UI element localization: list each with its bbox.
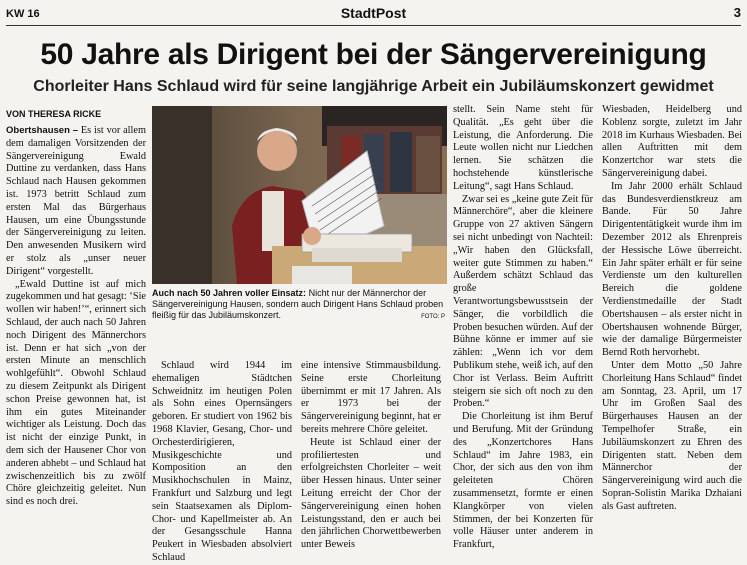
text-column-4 <box>453 104 593 551</box>
text-column-5 <box>602 104 742 520</box>
paragraph: eine intensive Stimmausbildung. Seine erste Chorleitung übernimmt er mit 17 Jahren. Als er 1973 bei der Sängervereinigung beginnt, hat er bereits mehrere Chöre geleitet. <box>301 360 441 435</box>
section-title: StadtPost <box>340 5 407 21</box>
photo-credit: FOTO: P <box>421 314 445 320</box>
page-number: 3 <box>733 5 741 20</box>
caption-text: Nicht nur der Männerchor der Sängervereinigung Hausen, sondern auch Dirigent Hans Schlaud proben fleißig für das Jubiläumskonzert. <box>152 288 444 320</box>
caption-lead: Auch nach 50 Jahren voller Einsatz: <box>152 288 307 298</box>
photo-caption <box>152 288 445 323</box>
paragraph: Schlaud wird 1944 im ehemaligen Städtchen Schweidnitz im heutigen Polen als Sohn eines Opernsängers geboren. Er studiert von 1962 bis 1968 Klavier, Gesang, Chor- und Orchesterdirigieren, Musikgeschichte und Komposition an den Musikhochschulen in Mainz, Frankfurt und Salzburg und legt sein Staatsexamen als Diplom-Chor- und Kapellmeister ab. An der Gesangsschule Hanna Peukert in Wiesbaden absolviert Schlaud <box>152 360 292 563</box>
text-column-2 <box>152 360 292 563</box>
author-line: VON THERESA RICKE <box>6 109 102 119</box>
paragraph: Obertshausen – Es ist vor allem dem damaligen Vorsitzenden der Sängervereinigung Ewald Duttine zu verdanken, dass Hans Schlaud nach Hausen gekommen ist. 1973 betritt Schlaud zum ersten Mal das Bürgerhaus Hausen, um eine Übungsstunde der Sängervereinigung zu leiten. Den anwesenden Musikern wird er stolz als „unser neuer Dirigent“ vorgestellt. <box>6 125 146 277</box>
conductor-photo-illustration <box>152 106 447 284</box>
article-photo <box>152 106 447 284</box>
paragraph: stellt. Sein Name steht für Qualität. „Es geht über die Leistung, die Anforderung. Die Leute wollen nicht nur Liedchen lernen. Sie schätzen die hochstehende künstlerische Leitung“, sagt Hans Schlaud. <box>453 104 593 192</box>
text-column-3 <box>301 360 441 551</box>
paragraph: Wiesbaden, Heidelberg und Koblenz sorgte, zuletzt im Jahr 2018 im Kurhaus Wiesbaden. Bei allen Auftritten mit dem Konzertchor war stets die Sängervereinigung dabei. <box>602 104 742 179</box>
paragraph: Heute ist Schlaud einer der profiliertesten und erfolgreichsten Chorleiter – weit über Hessen hinaus. Unter seiner Leitung erreicht der Chor der Sängervereinigung einen hohen Leistungsstand, den er auch bei den jährlichen Chorwettbewerben unter Beweis <box>301 436 441 551</box>
subheadline: Chorleiter Hans Schlaud wird für seine langjährige Arbeit ein Jubiläumskonzert gewidmet <box>33 78 714 95</box>
dateline: Obertshausen – <box>6 125 79 136</box>
paragraph: Im Jahr 2000 erhält Schlaud das Bundesverdienstkreuz am Bande. Für 50 Jahre Dirigententätigkeit wurde ihm im Dezember 2012 als Ehrenpreis der Hessische Löwe überreicht. Ein Jahr später erhält er für seine Verdienste um den kulturellen Bereich die goldene Verdienstmedaille der Stadt Obertshausen – als erster nicht in Obertshausen wohnende Bürger, wie der damalige Bürgermeister Bernd Roth hervorhebt. <box>602 180 742 359</box>
paragraph: Unter dem Motto „50 Jahre Chorleitung Hans Schlaud“ findet am Sonntag, 23. April, um 17 Uhr im Großen Saal des Bürgerhauses Hausen an der Tempelhofer Straße, ein Jubiläumskonzert zu Ehren des Dirigenten statt. Neben dem Männerchor der Sängervereinigung wird auch die Sopran-Solistin Marika Dzhaiani als Gast auftreten. <box>602 359 742 512</box>
headline: 50 Jahre als Dirigent bei der Sängervereinigung <box>40 38 707 71</box>
page-header <box>6 3 741 26</box>
paragraph: „Ewald Duttine ist auf mich zugekommen und hat gesagt: ‘Sie wollen wir haben!’“, erinnert sich Schlaud, der auch nach 50 Jahren noch Dirigent des Männerchors ist. Denn er hat sich „von der ersten Minute an menschlich wohlgefühlt“. Obwohl Schlaud zu diesem Zeitpunkt als Dirigent schon Preise gewonnen hat, ist ihm ein gutes Miteinander wichtiger als Leistung. Doch das ist nicht der einzige Punkt, in dem sich der Hausener Chor von anderen abhebt – und Schlaud hat zwischenzeitlich bis zu zwölf Chöre gleichzeitig geleitet. Nun sind es noch drei. <box>6 278 146 508</box>
paragraph: Die Chorleitung ist ihm Beruf und Berufung. Mit der Gründung des „Konzertchores Hans Schlaud“ im Jahre 1983, ein Chor, der sich aus den von ihm geleiteten Chören zusammensetzt, formte er einen Klangkörper von vielen Stimmen, der bei Konzerten für volle Häuser unter anderem in Frankfurt, <box>453 411 593 551</box>
issue-number: KW 16 <box>6 8 40 20</box>
text-column-1 <box>6 125 146 520</box>
paragraph: Zwar sei es „keine gute Zeit für Männerchöre“, aber die kleinere Gruppe von 27 aktiven Sängern sei nicht unbedingt von Nachteil: „Wir haben den Glücksfall, weiter gute Stimmen zu haben.“ Außerdem schätzt Schlaud das große Verantwortungsbewusstsein der Sänger, die vorbildlich die Proben besuchen würden. Auf der Bühne könne er immer auf sie zählen: „Wenn ich vor dem Publikum stehe, weiß ich, auf den Chor ist Verlass. Beim Auftritt steigern sie sich oft noch zu den Proben.“ <box>453 193 593 410</box>
